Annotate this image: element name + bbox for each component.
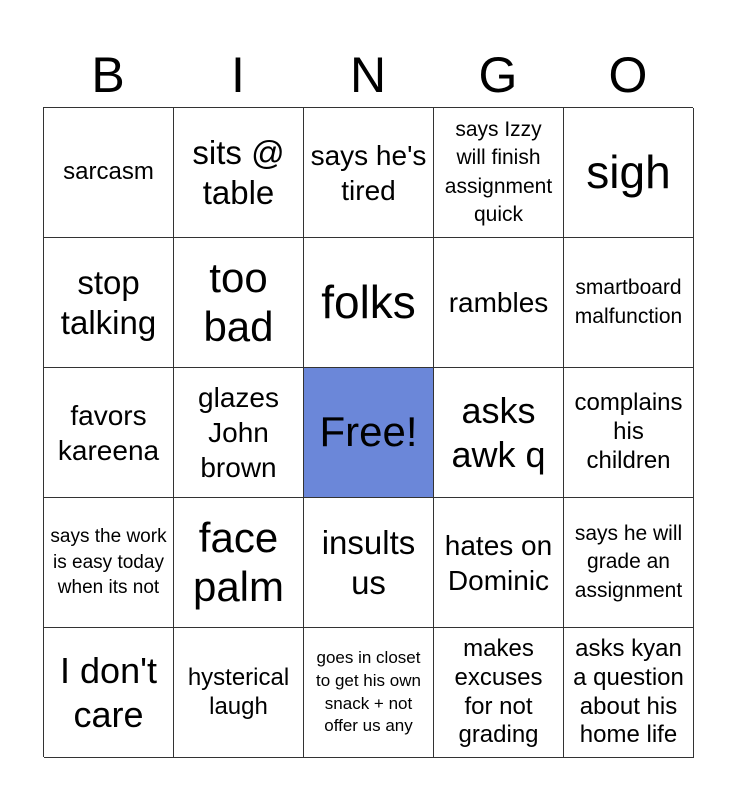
bingo-cell[interactable] — [174, 108, 304, 238]
cell-text: stop talking — [60, 263, 157, 341]
bingo-cell[interactable] — [174, 628, 304, 758]
free-space-text: Free! — [319, 408, 418, 456]
bingo-cell[interactable] — [174, 238, 304, 368]
free-space-cell[interactable] — [304, 368, 434, 498]
cell-text: says he will grade an assignment — [574, 521, 683, 602]
cell-text: insults us — [321, 523, 416, 601]
bingo-cell[interactable] — [44, 108, 174, 238]
header-letter-g: G — [478, 47, 518, 103]
bingo-cell[interactable] — [564, 108, 694, 238]
cell-text: I don't care — [60, 650, 157, 735]
bingo-cell[interactable] — [304, 238, 434, 368]
bingo-board — [43, 107, 693, 757]
bingo-cell[interactable] — [44, 368, 174, 498]
bingo-cell[interactable] — [434, 498, 564, 628]
cell-text: complains his children — [574, 389, 683, 474]
bingo-cell[interactable] — [434, 368, 564, 498]
bingo-cell[interactable] — [44, 238, 174, 368]
cell-text: glazes John brown — [198, 382, 279, 483]
cell-text: says the work is easy today when its not — [50, 526, 167, 599]
header-letter-b: B — [91, 47, 125, 103]
bingo-cell[interactable] — [434, 238, 564, 368]
bingo-cell[interactable] — [434, 628, 564, 758]
header-letter-o: O — [608, 47, 648, 103]
bingo-cell[interactable] — [44, 628, 174, 758]
cell-text: says he's tired — [310, 139, 427, 206]
bingo-header — [43, 44, 693, 106]
cell-text: makes excuses for not grading — [454, 634, 543, 749]
bingo-cell[interactable] — [564, 628, 694, 758]
cell-text: face palm — [192, 514, 285, 610]
bingo-cell[interactable] — [44, 498, 174, 628]
cell-text: sits @ table — [192, 133, 285, 211]
cell-text: favors kareena — [57, 399, 160, 466]
bingo-cell[interactable] — [434, 108, 564, 238]
cell-text: hysterical laugh — [187, 663, 290, 720]
bingo-cell[interactable] — [304, 108, 434, 238]
cell-text: sarcasm — [63, 158, 154, 186]
cell-text: asks kyan a question about his home life — [573, 634, 684, 749]
cell-text: folks — [321, 276, 416, 329]
cell-text: says Izzy will finish assignment quick — [444, 117, 553, 226]
bingo-cell[interactable] — [174, 368, 304, 498]
cell-text: too bad — [203, 254, 274, 350]
bingo-cell[interactable] — [564, 238, 694, 368]
bingo-cell[interactable] — [174, 498, 304, 628]
bingo-cell[interactable] — [564, 368, 694, 498]
bingo-cell[interactable] — [304, 628, 434, 758]
cell-text: hates on Dominic — [444, 529, 553, 596]
cell-text: goes in closet to get his own snack + not offer us any — [316, 647, 421, 736]
header-letter-n: N — [349, 47, 387, 103]
cell-text: smartboard malfunction — [574, 276, 683, 328]
cell-text: rambles — [448, 287, 549, 318]
bingo-cell[interactable] — [564, 498, 694, 628]
cell-text: asks awk q — [451, 390, 546, 475]
bingo-cell[interactable] — [304, 498, 434, 628]
header-letter-i: I — [231, 47, 245, 103]
cell-text: sigh — [586, 146, 671, 199]
